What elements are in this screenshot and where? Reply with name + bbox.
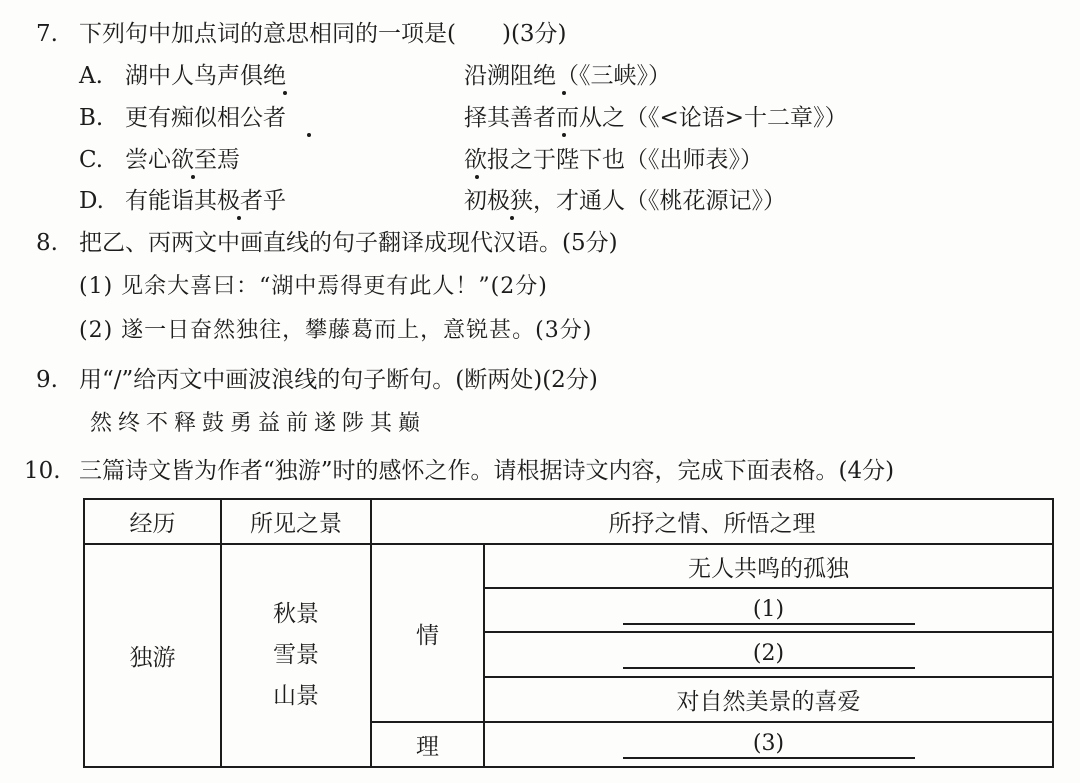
cell-emotion-label: 情 bbox=[371, 544, 484, 722]
answer-blank-1[interactable]: (1) bbox=[623, 597, 915, 625]
header-experience: 经历 bbox=[84, 499, 221, 544]
q7-number: 7. bbox=[36, 21, 58, 47]
q10-text: 三篇诗文皆为作者“独游”时的感怀之作。请根据诗文内容，完成下面表格。(4分) bbox=[79, 458, 895, 484]
reason-cell[interactable] bbox=[484, 722, 1053, 767]
emotion-3-cell[interactable] bbox=[484, 632, 1053, 677]
emphasis-dot bbox=[562, 91, 566, 95]
q8-item-2: (2) 遂一日奋然独往，攀藤葛而上，意锐甚。(3分) bbox=[79, 318, 593, 343]
q7-text: 下列句中加点词的意思相同的一项是( )(3分) bbox=[79, 21, 567, 47]
q7-option-c-left: 尝心欲至焉 bbox=[125, 147, 240, 173]
scenery-snow: 雪景 bbox=[273, 642, 319, 668]
q8-item-1: (1) 见余大喜曰：“湖中焉得更有此人！”(2分) bbox=[79, 274, 548, 299]
q10-number: 10. bbox=[24, 458, 61, 484]
cell-scenery bbox=[221, 544, 371, 767]
cell-reason-label: 理 bbox=[371, 722, 484, 767]
q8-text: 把乙、丙两文中画直线的句子翻译成现代汉语。(5分) bbox=[79, 230, 618, 256]
emotion-1: 无人共鸣的孤独 bbox=[484, 544, 1053, 588]
q7-option-b-left: 更有痴似相公者 bbox=[125, 105, 286, 131]
answer-blank-3[interactable]: (3) bbox=[623, 731, 915, 759]
q9-sentence: 然终不释鼓勇益前遂陟其巅 bbox=[90, 411, 427, 436]
emphasis-dot bbox=[475, 175, 479, 179]
q7-option-a-left: 湖中人鸟声俱绝 bbox=[125, 63, 286, 89]
q9-text: 用“/”给丙文中画波浪线的句子断句。(断两处)(2分) bbox=[79, 367, 598, 393]
q7-option-d-right: 初极狭，才通人（《桃花源记》） bbox=[464, 188, 786, 214]
emphasis-dot bbox=[237, 216, 241, 220]
scenery-autumn: 秋景 bbox=[273, 601, 319, 627]
answer-blank-2[interactable]: (2) bbox=[623, 641, 915, 669]
header-emotion-reason: 所抒之情、所悟之理 bbox=[371, 499, 1053, 544]
q7-option-d-left: 有能诣其极者乎 bbox=[125, 188, 286, 214]
emphasis-dot bbox=[283, 91, 287, 95]
q7-option-c-right: 欲报之于陛下也（《出师表》） bbox=[464, 147, 763, 173]
cell-experience: 独游 bbox=[84, 544, 221, 767]
q9-number: 9. bbox=[36, 367, 58, 393]
q8-number: 8. bbox=[36, 230, 58, 256]
emphasis-dot bbox=[562, 133, 566, 137]
q7-option-b-label: B. bbox=[79, 105, 104, 131]
emphasis-dot bbox=[510, 216, 514, 220]
q7-option-a-right: 沿溯阻绝（《三峡》） bbox=[464, 63, 671, 89]
q7-option-d-label: D. bbox=[79, 188, 104, 214]
emotion-2-cell[interactable] bbox=[484, 588, 1053, 632]
q7-option-a-label: A. bbox=[79, 63, 103, 89]
emphasis-dot bbox=[307, 133, 311, 137]
scenery-mountain: 山景 bbox=[273, 683, 319, 709]
answer-table bbox=[83, 498, 1054, 768]
q7-option-c-label: C. bbox=[79, 147, 104, 173]
emphasis-dot bbox=[191, 175, 195, 179]
header-scenery: 所见之景 bbox=[221, 499, 371, 544]
emotion-4: 对自然美景的喜爱 bbox=[484, 677, 1053, 722]
q7-option-b-right: 择其善者而从之（《<论语>十二章》） bbox=[464, 105, 848, 131]
